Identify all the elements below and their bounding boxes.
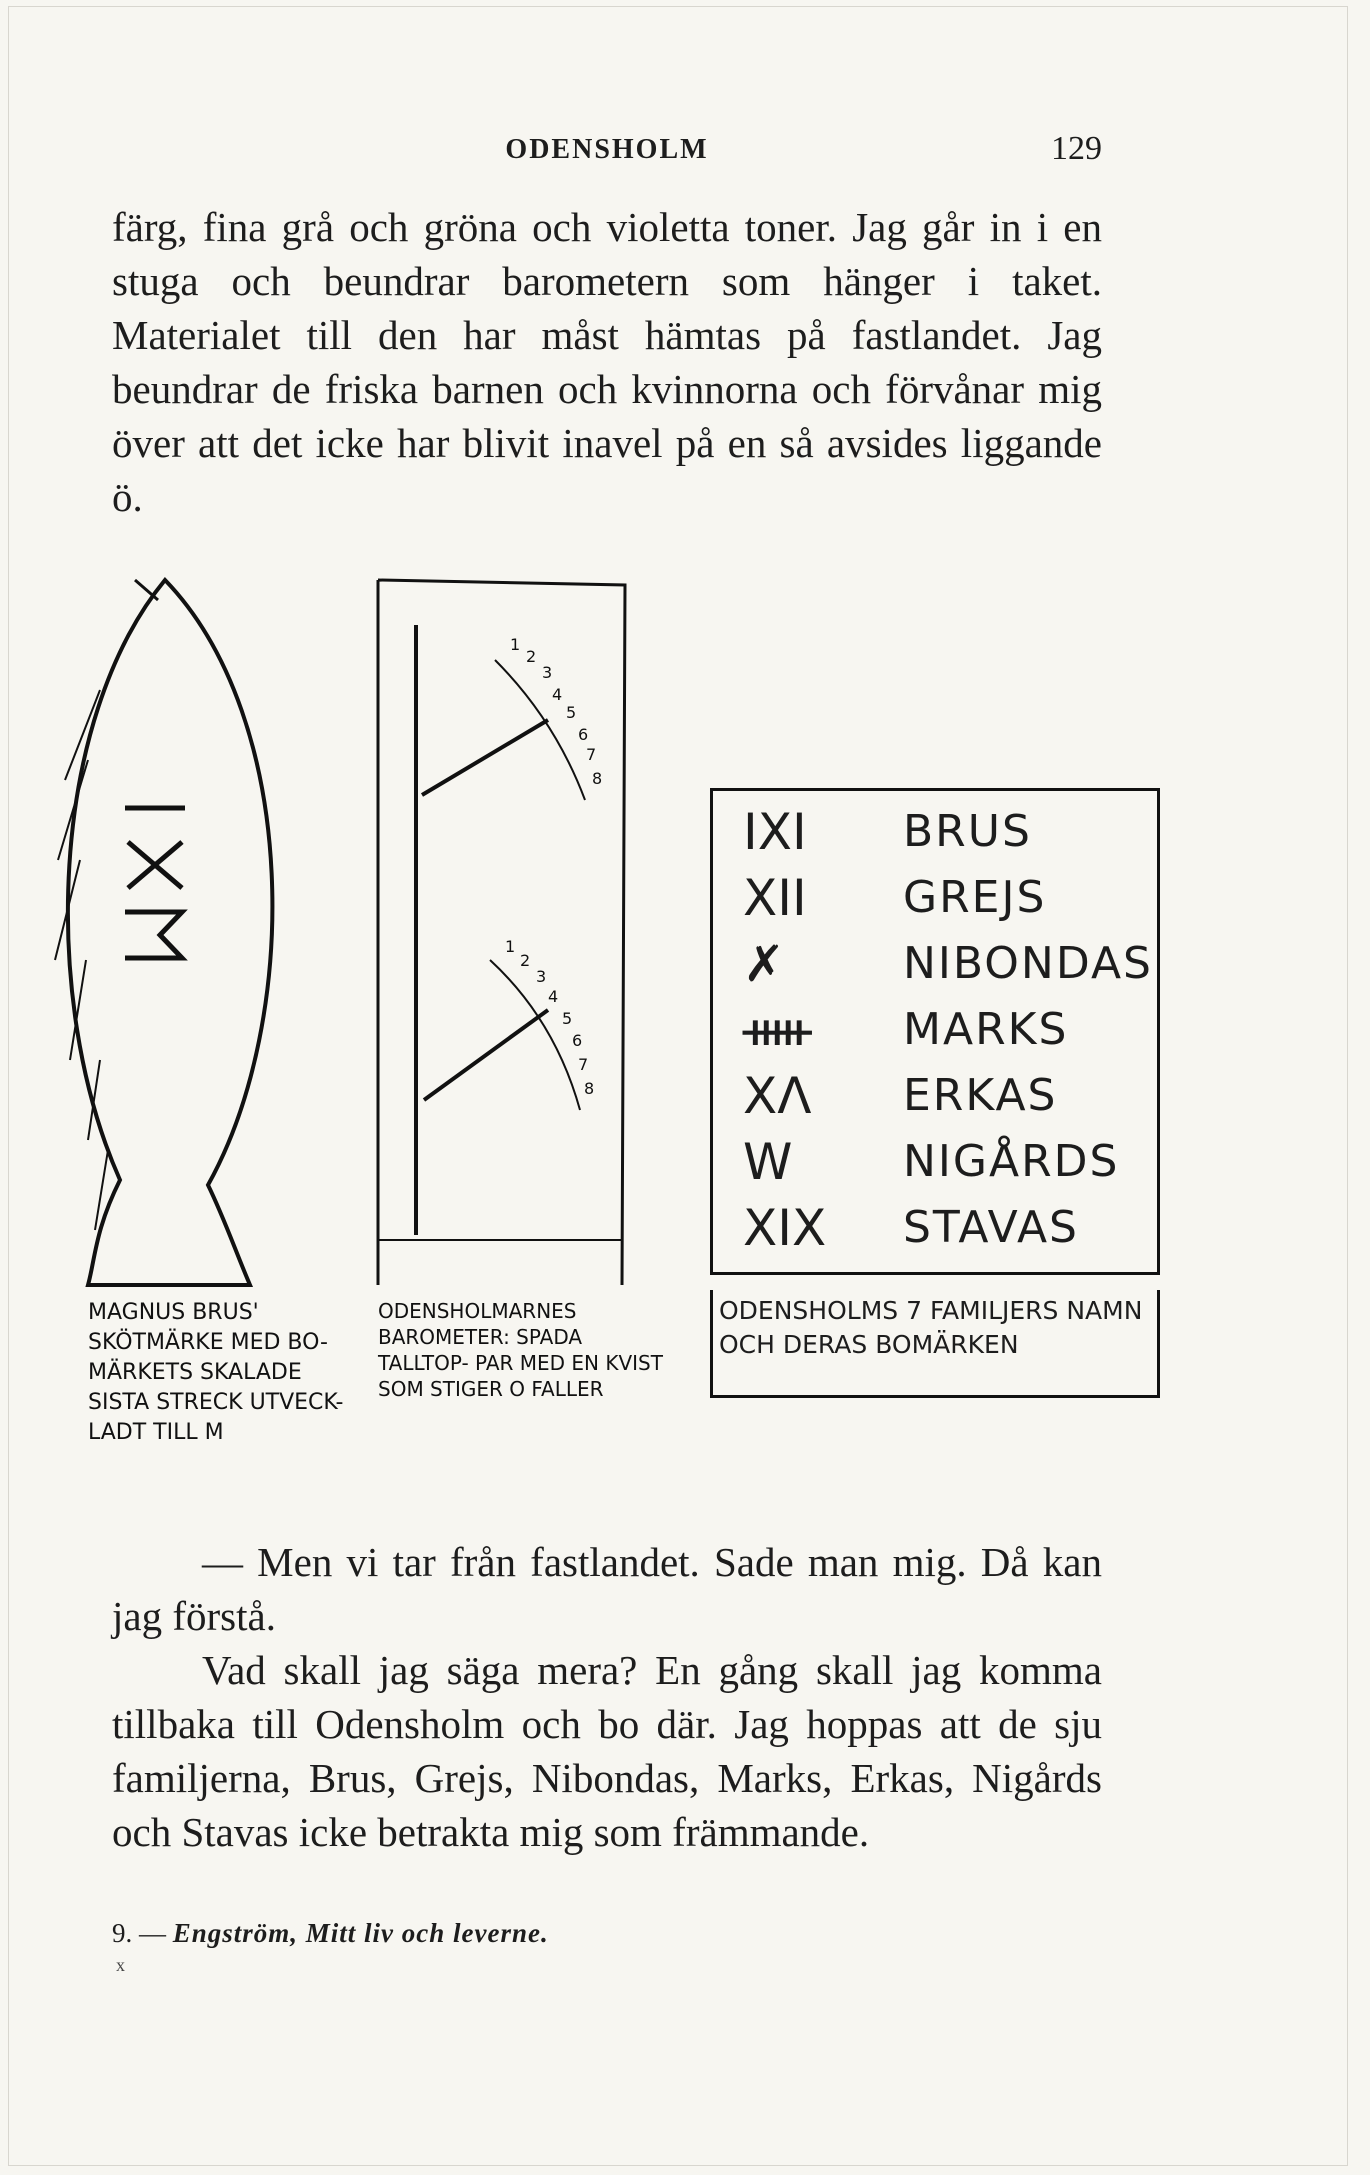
lower-tick-label: 8: [584, 1079, 595, 1098]
family-name: ERKAS: [903, 1070, 1058, 1121]
paragraph-1-text: färg, fina grå och gröna och violetta toner. Jag går in i en stuga och beundrar barometern som hänger i taket. Materialet till den har måst hämtas på fastlandet. Jag beundrar de friska barnen och kvinnorna och förvånar mig över att det icke har blivit inavel på en så avsides liggande ö.: [112, 204, 1102, 520]
barometer-scale-upper: [510, 635, 602, 788]
signature-marker: x: [116, 1955, 125, 1975]
family-name: STAVAS: [903, 1202, 1079, 1253]
lower-tick-label: 2: [520, 951, 531, 970]
upper-tick-label: 2: [526, 647, 537, 666]
lower-tick-label: 4: [548, 987, 559, 1006]
footnote: [112, 1918, 549, 1949]
mark-row: [713, 997, 1157, 1063]
house-marks-table: [710, 788, 1160, 1275]
paragraph-2-text: Vad skall jag säga mera? En gång skall jag komma tillbaka till Odensholm och bo där. Jag hoppas att de sju familjerna, Brus, Grejs, Nibondas, Marks, Erkas, Nigårds och Stavas icke betrakta mig som främmande.: [112, 1647, 1102, 1855]
mark-row: [713, 1195, 1157, 1261]
upper-tick-label: 7: [586, 745, 597, 764]
mark-symbol: XΛ: [743, 1067, 812, 1125]
dialogue-line: — Men vi tar från fastlandet. Sade man mig. Då kan jag förstå.: [112, 1539, 1102, 1639]
mark-row: [713, 865, 1157, 931]
family-name: NIBONDAS: [903, 938, 1153, 989]
mark-row: [713, 931, 1157, 997]
mark-row: [713, 799, 1157, 865]
mark-row: [713, 1063, 1157, 1129]
family-name: NIGÅRDS: [903, 1136, 1120, 1187]
lower-tick-label: 1: [505, 937, 516, 956]
barometer-caption: ODENSHOLMARNES BAROMETER: SPADA TALLTOP- PAR MED EN KVIST SOM STIGER O FALLER: [378, 1299, 663, 1401]
mark-symbol: W: [743, 1133, 793, 1191]
fish-carved-mark: [125, 808, 185, 958]
running-head: ODENSHOLM: [505, 134, 709, 165]
mark-symbol: ᚔ: [743, 1001, 812, 1059]
upper-tick-label: 1: [510, 635, 521, 654]
family-name: BRUS: [903, 806, 1032, 857]
family-name: GREJS: [903, 872, 1047, 923]
upper-tick-label: 6: [578, 725, 589, 744]
upper-tick-label: 5: [566, 703, 577, 722]
footnote-citation: Engström, Mitt liv och leverne.: [172, 1918, 549, 1948]
page-number: 129: [1051, 130, 1102, 167]
lower-tick-label: 3: [536, 967, 547, 986]
marks-table-caption: ODENSHOLMS 7 FAMILJERS NAMN OCH DERAS BOMÄRKEN: [710, 1290, 1160, 1398]
fish-caption: MAGNUS BRUS' SKÖTMÄRKE MED BO- MÄRKETS SKALADE SISTA STRECK UTVECK- LADT TILL M: [88, 1300, 344, 1445]
mark-symbol: ✗: [743, 935, 785, 993]
upper-tick-label: 3: [542, 663, 553, 682]
mark-row: [713, 1129, 1157, 1195]
lower-tick-label: 7: [578, 1055, 589, 1074]
upper-tick-label: 8: [592, 769, 603, 788]
footnote-ref: 9. —: [112, 1918, 166, 1948]
mark-symbol: XIX: [743, 1199, 827, 1257]
family-name: MARKS: [903, 1004, 1069, 1055]
paragraph-2: [112, 1535, 1102, 1859]
mark-symbol: IXI: [743, 803, 807, 861]
lower-tick-label: 5: [562, 1009, 573, 1028]
barometer-drawing: [378, 580, 625, 1285]
upper-tick-label: 4: [552, 685, 563, 704]
barometer-scale-lower: [505, 937, 594, 1098]
mark-symbol: XII: [743, 869, 807, 927]
lower-tick-label: 6: [572, 1031, 583, 1050]
